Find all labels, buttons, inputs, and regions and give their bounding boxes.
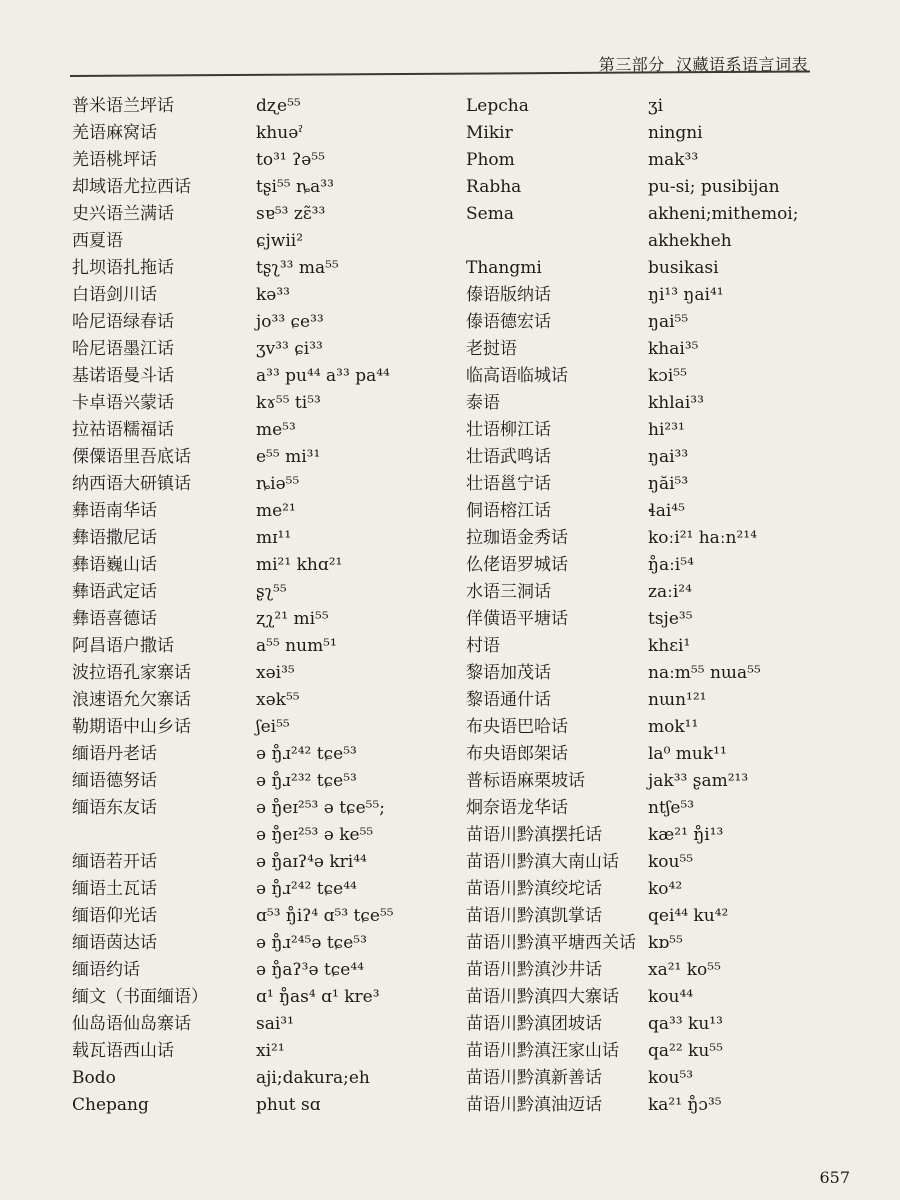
language-name: 彝语喜德话 [72,609,157,629]
language-name: 布央语巴哈话 [466,717,568,737]
language-name: 缅语东友话 [72,798,157,818]
word-form: phut sɑ [256,1095,321,1115]
word-form: ŋai⁵⁵ [648,312,689,332]
word-form: ka²¹ ŋ̊ɔ³⁵ [648,1095,722,1115]
word-entry [466,903,846,930]
language-name: 阿昌语户撒话 [72,636,174,656]
word-form: kou⁴⁴ [648,987,694,1007]
word-entry [466,741,846,768]
word-entry [72,660,452,687]
word-form: khlai³³ [648,393,704,413]
word-form: ʒv³³ ɕi³³ [256,339,323,359]
word-entry [466,984,846,1011]
language-name: 却域语尤拉西话 [72,177,191,197]
language-name: 炯奈语龙华话 [466,798,568,818]
word-form: mak³³ [648,150,699,170]
word-entry [72,444,452,471]
word-form: hi²³¹ [648,420,685,440]
word-entry [466,606,846,633]
word-entry [466,498,846,525]
word-form: la⁰ muk¹¹ [648,744,727,764]
language-name: 苗语川黔滇大南山话 [466,852,619,872]
language-name: 苗语川黔滇团坡话 [466,1014,602,1034]
word-form: ʃei⁵⁵ [256,717,290,737]
word-entry [466,174,846,201]
word-entry [466,201,846,228]
word-entry [466,1092,846,1119]
language-name: 缅语若开话 [72,852,157,872]
language-name: Mikir [466,123,513,143]
language-name: 苗语川黔滇新善话 [466,1068,602,1088]
word-entry [72,795,452,822]
language-name: Bodo [72,1068,116,1088]
word-entry [72,687,452,714]
language-name: 白语剑川话 [72,285,157,305]
page-number: 657 [819,1168,850,1187]
word-form: akhekheh [648,231,732,251]
word-form: ningni [648,123,703,143]
word-form: ŋai³³ [648,447,689,467]
section-label: 第三部分 [598,55,665,74]
word-entry [466,822,846,849]
language-name: 缅语丹老话 [72,744,157,764]
word-form: ə ŋ̊aʔ³ə tɕe⁴⁴ [256,960,364,980]
word-entry [72,849,452,876]
word-entry [72,336,452,363]
word-entry [72,579,452,606]
language-name: 壮语武鸣话 [466,447,551,467]
word-entry [72,957,452,984]
word-form: tsje³⁵ [648,609,693,629]
word-form: qa²² ku⁵⁵ [648,1041,723,1061]
language-name: 布央语郎架话 [466,744,568,764]
word-entry [72,417,452,444]
right-column [466,93,846,1119]
word-entry [72,930,452,957]
language-name: 黎语通什话 [466,690,551,710]
word-entry [466,417,846,444]
word-form: ə ŋ̊ɹ²⁴⁵ə tɕe⁵³ [256,933,367,953]
word-entry [72,228,452,255]
word-entry [72,201,452,228]
language-name: 苗语川黔滇汪家山话 [466,1041,619,1061]
word-form: tʂi⁵⁵ ȵa³³ [256,177,334,197]
language-name: 苗语川黔滇沙井话 [466,960,602,980]
language-name: Thangmi [466,258,542,278]
language-name: 傣语版纳话 [466,285,551,305]
word-form: akheni;mithemoi; [648,204,799,224]
word-form: zaːi²⁴ [648,582,692,602]
word-entry [72,1092,452,1119]
word-form: ɕjwii² [256,231,304,251]
language-name: 水语三洞话 [466,582,551,602]
word-form: sɐ⁵³ zɛ̃³³ [256,204,326,224]
word-form: ə ŋ̊aɪʔ⁴ə kri⁴⁴ [256,852,367,872]
word-form: ɬai⁴⁵ [648,501,685,521]
word-form: mi²¹ khɑ²¹ [256,555,343,575]
language-name: 缅语仰光话 [72,906,157,926]
word-entry [72,1011,452,1038]
language-name: 苗语川黔滇凯掌话 [466,906,602,926]
word-entry [466,849,846,876]
word-form: ɑ⁵³ ŋ̊iʔ⁴ ɑ⁵³ tɕe⁵⁵ [256,906,394,926]
language-name: Chepang [72,1095,149,1115]
word-entry [72,714,452,741]
word-entry [72,363,452,390]
word-form: mɪ¹¹ [256,528,292,548]
word-form: ŋi¹³ ŋai⁴¹ [648,285,724,305]
word-form: qa³³ ku¹³ [648,1014,723,1034]
word-form: kə³³ [256,285,290,305]
language-name: 载瓦语西山话 [72,1041,174,1061]
word-form: kæ²¹ ŋ̊i¹³ [648,825,724,845]
language-name: 波拉语孔家寨话 [72,663,191,683]
word-form: xa²¹ ko⁵⁵ [648,960,721,980]
word-form: jo³³ ɕe³³ [256,312,324,332]
word-form: xək⁵⁵ [256,690,300,710]
word-entry [72,174,452,201]
word-form: kɤ⁵⁵ ti⁵³ [256,393,321,413]
word-form: koːi²¹ haːn²¹⁴ [648,528,757,548]
language-name: 老挝语 [466,339,517,359]
word-entry [466,687,846,714]
word-entry [466,93,846,120]
word-entry [72,1065,452,1092]
word-entry [466,336,846,363]
language-name: 傣语德宏话 [466,312,551,332]
word-entry [72,741,452,768]
word-entry [466,660,846,687]
language-name: 苗语川黔滇摆托话 [466,825,602,845]
word-form: sai³¹ [256,1014,294,1034]
word-entry [72,390,452,417]
word-entry [466,228,846,255]
language-name: 苗语川黔滇平塘西关话 [466,933,636,953]
language-name: 彝语南华话 [72,501,157,521]
language-name: 缅语茵达话 [72,933,157,953]
word-entry [72,984,452,1011]
language-name: Lepcha [466,96,529,116]
language-name: 西夏语 [72,231,123,251]
word-entry [72,903,452,930]
word-form: kou⁵⁵ [648,852,694,872]
word-form: to³¹ ʔə⁵⁵ [256,150,325,170]
language-name: 普标语麻栗坡话 [466,771,585,791]
language-name: 羌语桃坪话 [72,150,157,170]
word-form: khɛi¹ [648,636,691,656]
word-form: ə ŋ̊ɹ²³² tɕe⁵³ [256,771,357,791]
word-entry [466,1038,846,1065]
word-entry [466,714,846,741]
word-entry [466,930,846,957]
word-entry [466,633,846,660]
word-form: ə ŋ̊ɹ²⁴² tɕe⁴⁴ [256,879,357,899]
word-entry [466,1011,846,1038]
language-name: 缅语德努话 [72,771,157,791]
word-form: naːm⁵⁵ nɯa⁵⁵ [648,663,761,683]
word-entry [72,768,452,795]
word-entry [72,498,452,525]
word-form: ə ŋ̊eɪ²⁵³ ə ke⁵⁵ [256,825,374,845]
word-entry [72,309,452,336]
language-name: 拉珈语金秀话 [466,528,568,548]
language-name: 壮语柳江话 [466,420,551,440]
word-form: dʐe⁵⁵ [256,96,301,116]
word-entry [466,282,846,309]
word-form: kɔi⁵⁵ [648,366,687,386]
language-name: 侗语榕江话 [466,501,551,521]
language-name: 泰语 [466,393,500,413]
word-entry [72,282,452,309]
word-entry [72,93,452,120]
language-name: 缅语约话 [72,960,140,980]
word-form: ŋăi⁵³ [648,474,689,494]
language-name: 卡卓语兴蒙话 [72,393,174,413]
word-entry [466,876,846,903]
language-name: 彝语撒尼话 [72,528,157,548]
word-entry [466,795,846,822]
language-name: 苗语川黔滇四大寨话 [466,987,619,1007]
word-entry [72,120,452,147]
word-form: pu-si; pusibijan [648,177,780,197]
word-entry [466,444,846,471]
left-column [72,93,452,1119]
language-name: 勒期语中山乡话 [72,717,191,737]
word-form: nɯn¹²¹ [648,690,707,710]
word-entry [72,1038,452,1065]
word-form: a³³ pu⁴⁴ a³³ pa⁴⁴ [256,366,390,386]
language-name: 苗语川黔滇绞坨话 [466,879,602,899]
word-entry [72,822,452,849]
word-form: ŋ̊aːi⁵⁴ [648,555,694,575]
word-form: ʂʅ⁵⁵ [256,582,287,602]
language-name: 仫佬语罗城话 [466,555,568,575]
word-entry [72,552,452,579]
language-name: 史兴语兰满话 [72,204,174,224]
word-entry [72,471,452,498]
word-form: tʂʅ³³ ma⁵⁵ [256,258,339,278]
language-name: 扎坝语扎拖话 [72,258,174,278]
word-form: xəi³⁵ [256,663,295,683]
language-name: 临高语临城话 [466,366,568,386]
word-form: kɒ⁵⁵ [648,933,683,953]
language-name: 哈尼语绿春话 [72,312,174,332]
word-form: ʒi [648,96,664,116]
word-form: me²¹ [256,501,296,521]
word-entry [466,471,846,498]
language-name: 纳西语大研镇话 [72,474,191,494]
word-form: qei⁴⁴ ku⁴² [648,906,729,926]
language-name: 羌语麻窝话 [72,123,157,143]
word-form: a⁵⁵ num⁵¹ [256,636,337,656]
word-entry [72,606,452,633]
word-entry [466,552,846,579]
word-form: khuəˀ [256,123,304,143]
word-entry [72,876,452,903]
language-name: 普米语兰坪话 [72,96,174,116]
language-name: 哈尼语墨江话 [72,339,174,359]
word-form: ə ŋ̊ɹ²⁴² tɕe⁵³ [256,744,357,764]
word-form: ȵiə⁵⁵ [256,474,300,494]
word-form: ntʃe⁵³ [648,798,695,818]
language-name: 拉祜语糯福话 [72,420,174,440]
language-name: Phom [466,150,515,170]
word-entry [72,147,452,174]
word-form: mok¹¹ [648,717,699,737]
word-form: busikasi [648,258,719,278]
language-name: 佯僙语平塘话 [466,609,568,629]
word-entry [466,147,846,174]
word-entry [466,579,846,606]
word-form: xi²¹ [256,1041,285,1061]
word-entry [466,1065,846,1092]
word-form: aji;dakura;eh [256,1068,370,1088]
language-name: 苗语川黔滇油迈话 [466,1095,602,1115]
word-form: kou⁵³ [648,1068,694,1088]
word-form: ʐʅ²¹ mi⁵⁵ [256,609,329,629]
word-entry [466,768,846,795]
word-entry [72,255,452,282]
word-entry [72,525,452,552]
language-name: Sema [466,204,514,224]
word-form: e⁵⁵ mi³¹ [256,447,321,467]
word-entry [466,120,846,147]
word-entry [72,633,452,660]
word-entry [466,525,846,552]
language-name: 彝语巍山话 [72,555,157,575]
word-form: ko⁴² [648,879,683,899]
language-name: 彝语武定话 [72,582,157,602]
word-form: ə ŋ̊eɪ²⁵³ ə tɕe⁵⁵; [256,798,385,818]
section-title: 汉藏语系语言词表 [675,55,808,74]
word-entry [466,390,846,417]
word-entry [466,255,846,282]
word-entry [466,363,846,390]
language-name: 黎语加茂话 [466,663,551,683]
word-form: me⁵³ [256,420,296,440]
language-name: 傈僳语里吾底话 [72,447,191,467]
word-entry [466,309,846,336]
word-form: ɑ¹ ŋ̊as⁴ ɑ¹ kre³ [256,987,380,1007]
language-name: 基诺语曼斗话 [72,366,174,386]
language-name: Rabha [466,177,522,197]
language-name: 浪速语允欠寨话 [72,690,191,710]
language-name: 村语 [466,636,500,656]
word-entry [466,957,846,984]
word-form: khai³⁵ [648,339,699,359]
language-name: 缅语土瓦话 [72,879,157,899]
language-name: 缅文（书面缅语） [72,987,208,1007]
word-form: jak³³ ʂam²¹³ [648,771,749,791]
language-name: 壮语邕宁话 [466,474,551,494]
language-name: 仙岛语仙岛寨话 [72,1014,191,1034]
